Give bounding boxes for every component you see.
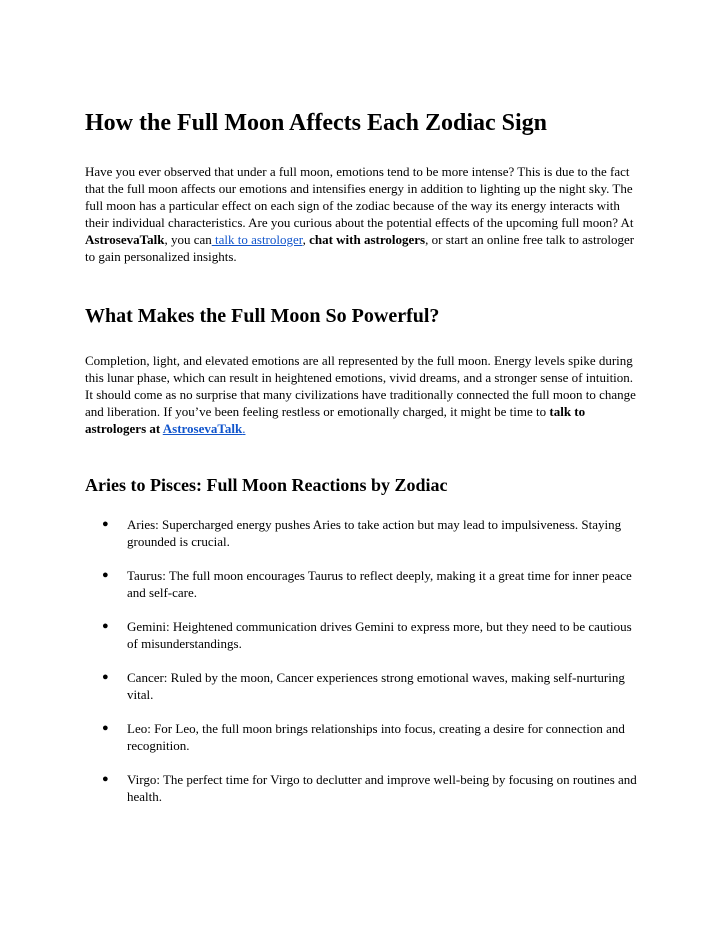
intro-paragraph — [85, 163, 641, 265]
bullet-icon: ● — [102, 569, 109, 581]
bullet-icon: ● — [102, 722, 109, 734]
intro-text: Have you ever observed that under a full moon, emotions tend to be more intense? This is due to the fact that the full moon affects our emotions and intensifies energy in addition to lighting up the night sky. The full moon has a particular effect on each sign of the zodiac because of the way its energy interacts with their individual characteristics. Are you curious about the potential effects of the upcoming full moon? At — [85, 164, 634, 230]
intro-comma: , — [302, 232, 310, 247]
astrosevatalk-link[interactable]: AstrosevaTalk — [162, 421, 243, 436]
powerful-text: Completion, light, and elevated emotions are all represented by the full moon. Energy levels spike during this lunar phase, which can result in heightened emotions, vivid dreams, and a stronger sense of intuition. It should come as no surprise that many civilizations have traditionally connected the full moon to change and liberation. If you’ve been feeling restless or emotionally charged, it might be time to — [85, 353, 636, 419]
bullet-icon: ● — [102, 671, 109, 683]
talk-to-astrologer-link[interactable]: talk to astrologer — [211, 232, 303, 247]
list-item-text: Virgo: The perfect time for Virgo to declutter and improve well-being by focusing on routines and health. — [127, 772, 637, 804]
bullet-icon: ● — [102, 518, 109, 530]
list-item-text: Leo: For Leo, the full moon brings relationships into focus, creating a desire for connection and recognition. — [127, 721, 625, 753]
section-heading-powerful: What Makes the Full Moon So Powerful? — [85, 305, 440, 327]
intro-text-3: , or start an online free talk to astrologer to gain personalized insights. — [85, 232, 635, 264]
list-item-gemini — [85, 618, 641, 652]
brand-name: AstrosevaTalk — [85, 232, 165, 247]
powerful-paragraph — [85, 352, 641, 437]
list-item-leo — [85, 720, 641, 754]
list-item-text: Cancer: Ruled by the moon, Cancer experiences strong emotional waves, making self-nurturing vital. — [127, 670, 625, 702]
list-item-text: Aries: Supercharged energy pushes Aries to take action but may lead to impulsiveness. Staying grounded is crucial. — [127, 517, 622, 549]
page-title: How the Full Moon Affects Each Zodiac Sign — [85, 110, 548, 136]
list-item-taurus — [85, 567, 641, 601]
list-item-aries — [85, 516, 641, 550]
list-item-cancer — [85, 669, 641, 703]
bullet-icon: ● — [102, 620, 109, 632]
link-period[interactable]: . — [242, 421, 246, 436]
talk-to-astrologers-text: talk to astrologers at — [85, 404, 586, 436]
zodiac-list — [85, 516, 641, 805]
bullet-icon: ● — [102, 773, 109, 785]
list-item-text: Gemini: Heightened communication drives Gemini to express more, but they need to be cautious of misunderstandings. — [127, 619, 632, 651]
section-heading-zodiac: Aries to Pisces: Full Moon Reactions by Zodiac — [85, 475, 448, 495]
chat-with-astrologers-text: chat with astrologers — [309, 232, 426, 247]
list-item-virgo — [85, 771, 641, 805]
intro-text-2: , you can — [164, 232, 212, 247]
list-item-text: Taurus: The full moon encourages Taurus to reflect deeply, making it a great time for inner peace and self-care. — [127, 568, 632, 600]
